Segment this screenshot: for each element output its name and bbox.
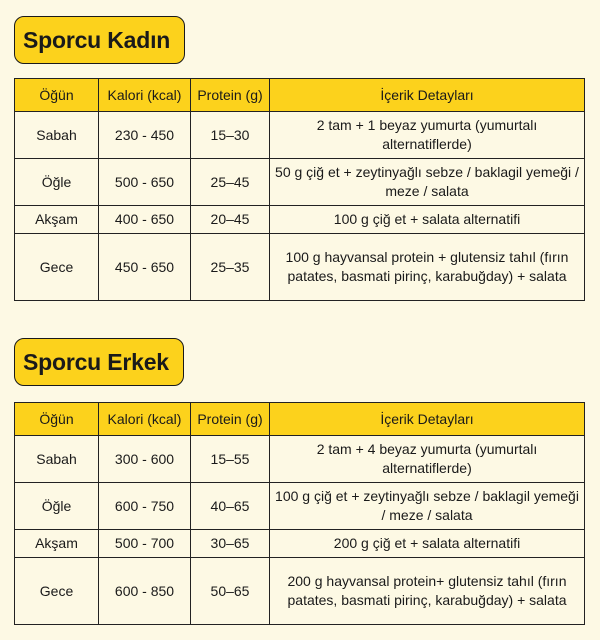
- details-cell: 50 g çiğ et + zeytinyağlı sebze / baklagil yemeği / meze / salata: [270, 159, 585, 206]
- table-row: [15, 112, 585, 159]
- protein-cell: 50–65: [191, 558, 270, 625]
- calories-cell: 600 - 850: [99, 558, 191, 625]
- column-header-protein: Protein (g): [191, 403, 270, 436]
- protein-cell: 30–65: [191, 530, 270, 558]
- meal-cell: Akşam: [15, 530, 99, 558]
- meal-cell: Sabah: [15, 112, 99, 159]
- meal-cell: Gece: [15, 234, 99, 301]
- details-cell: 2 tam + 1 beyaz yumurta (yumurtalı alternatiflerde): [270, 112, 585, 159]
- protein-cell: 40–65: [191, 483, 270, 530]
- meal-cell: Akşam: [15, 206, 99, 234]
- table-header-row: [15, 403, 585, 436]
- details-cell: 100 g çiğ et + salata alternatifi: [270, 206, 585, 234]
- table-row: [15, 436, 585, 483]
- details-cell: 2 tam + 4 beyaz yumurta (yumurtalı alternatiflerde): [270, 436, 585, 483]
- table-row: [15, 558, 585, 625]
- table-row: [15, 159, 585, 206]
- details-cell: 100 g çiğ et + zeytinyağlı sebze / baklagil yemeği / meze / salata: [270, 483, 585, 530]
- protein-cell: 25–35: [191, 234, 270, 301]
- details-cell: 100 g hayvansal protein + glutensiz tahıl (fırın patates, basmati pirinç, karabuğday) + salata: [270, 234, 585, 301]
- column-header-meal: Öğün: [15, 403, 99, 436]
- column-header-details: İçerik Detayları: [270, 403, 585, 436]
- column-header-details: İçerik Detayları: [270, 79, 585, 112]
- meal-cell: Öğle: [15, 159, 99, 206]
- section-title-men: Sporcu Erkek: [14, 338, 184, 386]
- protein-cell: 15–55: [191, 436, 270, 483]
- column-header-calories: Kalori (kcal): [99, 79, 191, 112]
- table-header-row: [15, 79, 585, 112]
- column-header-protein: Protein (g): [191, 79, 270, 112]
- calories-cell: 230 - 450: [99, 112, 191, 159]
- calories-cell: 600 - 750: [99, 483, 191, 530]
- calories-cell: 400 - 650: [99, 206, 191, 234]
- meal-cell: Sabah: [15, 436, 99, 483]
- table-row: [15, 530, 585, 558]
- calories-cell: 300 - 600: [99, 436, 191, 483]
- protein-cell: 15–30: [191, 112, 270, 159]
- section-title-women: Sporcu Kadın: [14, 16, 185, 64]
- details-cell: 200 g çiğ et + salata alternatifi: [270, 530, 585, 558]
- meal-cell: Gece: [15, 558, 99, 625]
- calories-cell: 500 - 700: [99, 530, 191, 558]
- column-header-calories: Kalori (kcal): [99, 403, 191, 436]
- details-cell: 200 g hayvansal protein+ glutensiz tahıl (fırın patates, basmati pirinç, karabuğday) + salata: [270, 558, 585, 625]
- table-row: [15, 483, 585, 530]
- table-row: [15, 234, 585, 301]
- calories-cell: 500 - 650: [99, 159, 191, 206]
- meal-cell: Öğle: [15, 483, 99, 530]
- column-header-meal: Öğün: [15, 79, 99, 112]
- meal-table-men: [14, 402, 585, 625]
- meal-table-women: [14, 78, 585, 301]
- protein-cell: 25–45: [191, 159, 270, 206]
- table-row: [15, 206, 585, 234]
- calories-cell: 450 - 650: [99, 234, 191, 301]
- protein-cell: 20–45: [191, 206, 270, 234]
